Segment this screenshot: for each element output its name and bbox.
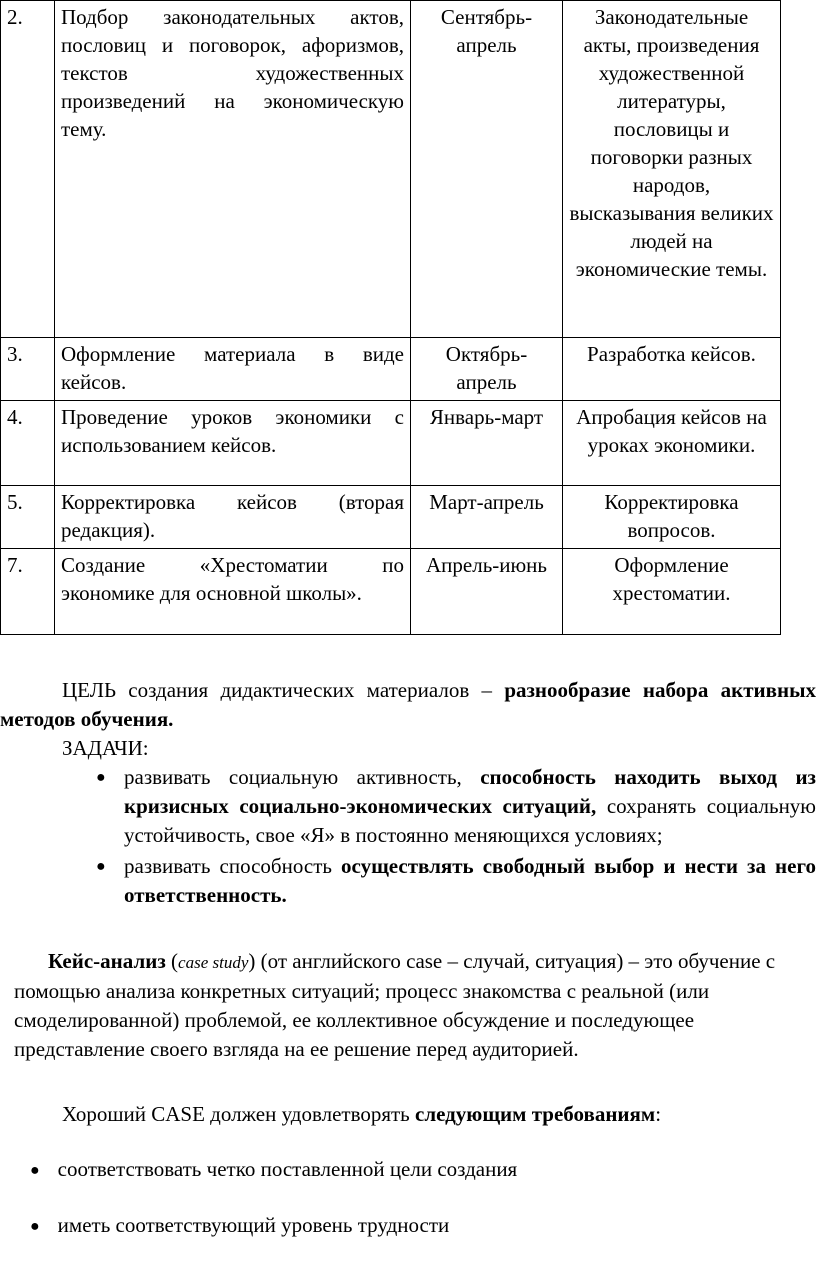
row-activity: Подбор законодательных актов, пословиц и поговорок, афоризмов, текстов художественных произведений на экономическую тему.	[55, 1, 411, 338]
case-term: Кейс-анализ	[48, 949, 166, 973]
tasks-heading: ЗАДАЧИ:	[62, 736, 149, 760]
bullet-icon: ●	[96, 858, 106, 875]
row-number: 2.	[1, 1, 55, 338]
row-number: 7.	[1, 549, 55, 635]
case-paragraph: Кейс-анализ (case study) (от английского case – случай, ситуация) – это обучение с помощью анализа конкретных ситуаций; процесс знакомства с реальной (или смоделированной) проблемой, ее коллективное обсуждение и последующее представление своего взгляда на ее решение перед аудиторией.	[14, 949, 776, 1061]
list-item: ● развивать способность осуществлять свободный выбор и нести за него ответственность.	[96, 854, 816, 907]
row-activity: Корректировка кейсов (вторая редакция).	[55, 486, 411, 549]
goal-text: ЦЕЛЬ создания дидактических материалов –	[62, 678, 505, 702]
row-number: 3.	[1, 338, 55, 401]
row-activity: Проведение уроков экономики с использованием кейсов.	[55, 401, 411, 486]
goal-bold: разнообразие набора активных методов обучения.	[0, 678, 816, 731]
row-period: Октябрь-апрель	[411, 338, 563, 401]
requirements-paragraph: Хороший CASE должен удовлетворять следующим требованиям:	[62, 1102, 662, 1126]
list-item: ● соответствовать четко поставленной цели создания	[30, 1157, 518, 1181]
row-activity: Оформление материала в виде кейсов.	[55, 338, 411, 401]
requirements-bold: следующим требованиям	[415, 1102, 656, 1126]
bullet-icon: ●	[30, 1162, 40, 1179]
row-period: Январь-март	[411, 401, 563, 486]
row-result: Оформление хрестоматии.	[563, 549, 781, 635]
table-row	[1, 486, 781, 549]
row-result: Разработка кейсов.	[563, 338, 781, 401]
row-activity: Создание «Хрестоматии по экономике для основной школы».	[55, 549, 411, 635]
list-item: ● развивать социальную активность, способность находить выход из кризисных социально-экономических ситуаций, сохранять социальную устойчивость, свое «Я» в постоянно меняющихся условиях;	[96, 765, 816, 847]
row-result: Законодательные акты, произведения художественной литературы, пословицы и поговорки разных народов, высказывания великих людей на экономические темы.	[563, 1, 781, 338]
table-row	[1, 338, 781, 401]
row-result: Корректировка вопросов.	[563, 486, 781, 549]
row-period: Март-апрель	[411, 486, 563, 549]
plan-table	[0, 0, 781, 635]
tasks-list	[0, 763, 816, 912]
row-result: Апробация кейсов на уроках экономики.	[563, 401, 781, 486]
bullet-icon: ●	[96, 769, 106, 786]
row-number: 4.	[1, 401, 55, 486]
bullet-icon: ●	[30, 1218, 40, 1235]
row-period: Апрель-июнь	[411, 549, 563, 635]
row-number: 5.	[1, 486, 55, 549]
case-english: case study	[178, 953, 249, 972]
table-row	[1, 549, 781, 635]
table-row	[1, 1, 781, 338]
goal-paragraph	[0, 676, 816, 734]
list-item: ● иметь соответствующий уровень трудности	[30, 1213, 450, 1237]
table-row	[1, 401, 781, 486]
row-period: Сентябрь-апрель	[411, 1, 563, 338]
